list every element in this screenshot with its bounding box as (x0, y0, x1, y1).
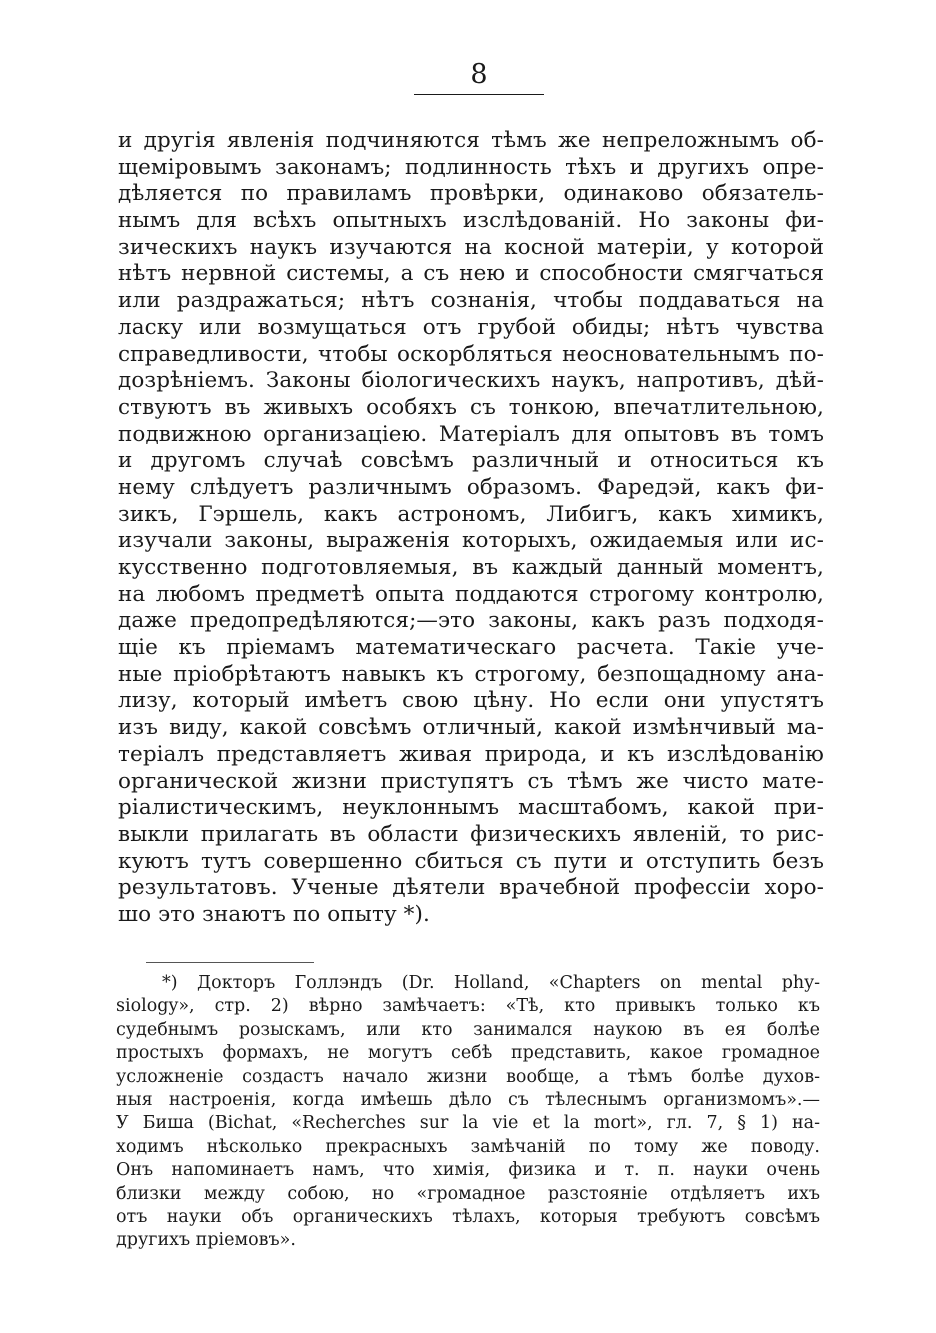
footnote (116, 972, 820, 1253)
body-line: или раздражаться; нѣтъ сознанія, чтобы поддаваться на (118, 288, 824, 314)
footnote-line: У Биша (Bichat, «Recherches sur la vie et la mort», гл. 7, § 1) на- (116, 1113, 820, 1134)
page-number-rule (414, 94, 544, 95)
body-line: результатовъ. Ученые дѣятели врачебной профессіи хоро- (118, 875, 824, 901)
footnote-line-last: другихъ пріемовъ». (116, 1230, 296, 1251)
body-line: органической жизни приступятъ съ тѣмъ же чисто мате- (118, 768, 824, 794)
body-line: зическихъ наукъ изучаются на косной матеріи, у которой (118, 234, 824, 260)
footnote-rule (146, 962, 314, 963)
body-line: зикъ, Гэршель, какъ астрономъ, Либигъ, какъ химикъ, (118, 501, 824, 527)
body-line: куютъ тутъ совершенно сбиться съ пути и отступить безъ (118, 848, 824, 874)
body-line: ные пріобрѣтаютъ навыкъ къ строгому, безпощадному ана- (118, 661, 824, 687)
body-line: ріалистическимъ, неуклоннымъ масштабомъ, какой при- (118, 795, 824, 821)
body-line: изъ виду, какой совсѣмъ отличный, какой измѣнчивый ма- (118, 715, 824, 741)
body-line: лизу, который имѣетъ свою цѣну. Но если они упустятъ (118, 688, 824, 714)
body-line: щеміровымъ законамъ; подлинность тѣхъ и другихъ опре- (118, 154, 824, 180)
body-line: даже предопредѣляются;—это законы, какъ разъ подходя- (118, 608, 824, 634)
body-line: подвижною организаціею. Матеріалъ для опытовъ въ томъ (118, 421, 824, 447)
body-line: ствуютъ въ живыхъ особяхъ съ тонкою, впечатлительною, (118, 394, 824, 420)
body-line: дозрѣніемъ. Законы біологическихъ наукъ, напротивъ, дѣй- (118, 368, 824, 394)
footnote-line: отъ науки объ органическихъ тѣлахъ, которыя требуютъ совсѣмъ (116, 1206, 820, 1227)
footnote-line: ныя настроенія, когда имѣешь дѣло съ тѣлеснымъ организмомъ».— (116, 1089, 820, 1110)
body-line-last: шо это знаютъ по опыту *). (118, 901, 430, 927)
body-line: нымъ для всѣхъ опытныхъ изслѣдованій. Но законы фи- (118, 208, 824, 234)
footnote-line: простыхъ формахъ, не могутъ себѣ представить, какое громадное (116, 1043, 820, 1064)
body-line: кусственно подготовляемыя, въ каждый данный моментъ, (118, 555, 824, 580)
body-line: и другомъ случаѣ совсѣмъ различный и относиться къ (118, 448, 824, 474)
body-line: и другія явленія подчиняются тѣмъ же непреложнымъ об- (118, 128, 824, 153)
body-line: на любомъ предметѣ опыта поддаются строгому контролю, (118, 581, 824, 607)
footnote-line: siology», стр. 2) вѣрно замѣчаетъ: «Тѣ, кто привыкъ только къ (116, 996, 820, 1017)
body-line: изучали законы, выраженія которыхъ, ожидаемыя или ис- (118, 528, 824, 554)
body-line: теріалъ представляетъ живая природа, и къ изслѣдованію (118, 741, 824, 767)
body-line: нему слѣдуетъ различнымъ образомъ. Фаредэй, какъ фи- (118, 474, 824, 500)
footnote-line: ходимъ нѣсколько прекрасныхъ замѣчаній по тому же поводу. (116, 1136, 820, 1157)
body-line: дѣляется по правиламъ провѣрки, одинаково обязатель- (118, 181, 824, 207)
body-line: щіе къ пріемамъ математическаго расчета. Такіе уче- (118, 635, 824, 661)
body-line: справедливости, чтобы оскорбляться неосновательнымъ по- (118, 341, 824, 367)
footnote-line: близки между собою, но «громадное разстояніе отдѣляетъ ихъ (116, 1183, 820, 1204)
footnote-line: *) Докторъ Голлэндъ (Dr. Holland, «Chapters on mental phy- (162, 973, 820, 993)
page-number: 8 (470, 59, 488, 90)
body-line: нѣтъ нервной системы, а съ нею и способности смягчаться (118, 261, 824, 287)
footnote-line: усложненіе создастъ начало жизни вообще, а тѣмъ болѣе духов- (116, 1066, 820, 1087)
body-text (118, 128, 824, 929)
body-line: ласку или возмущаться отъ грубой обиды; нѣтъ чувства (118, 314, 824, 340)
footnote-line: Онъ напоминаетъ намъ, что химія, физика и т. п. науки очень (116, 1160, 820, 1181)
footnote-line: судебнымъ розыскамъ, или кто занимался наукою въ ея болѣе (116, 1019, 820, 1040)
body-line: выкли прилагать въ области физическихъ явленій, то рис- (118, 821, 824, 847)
